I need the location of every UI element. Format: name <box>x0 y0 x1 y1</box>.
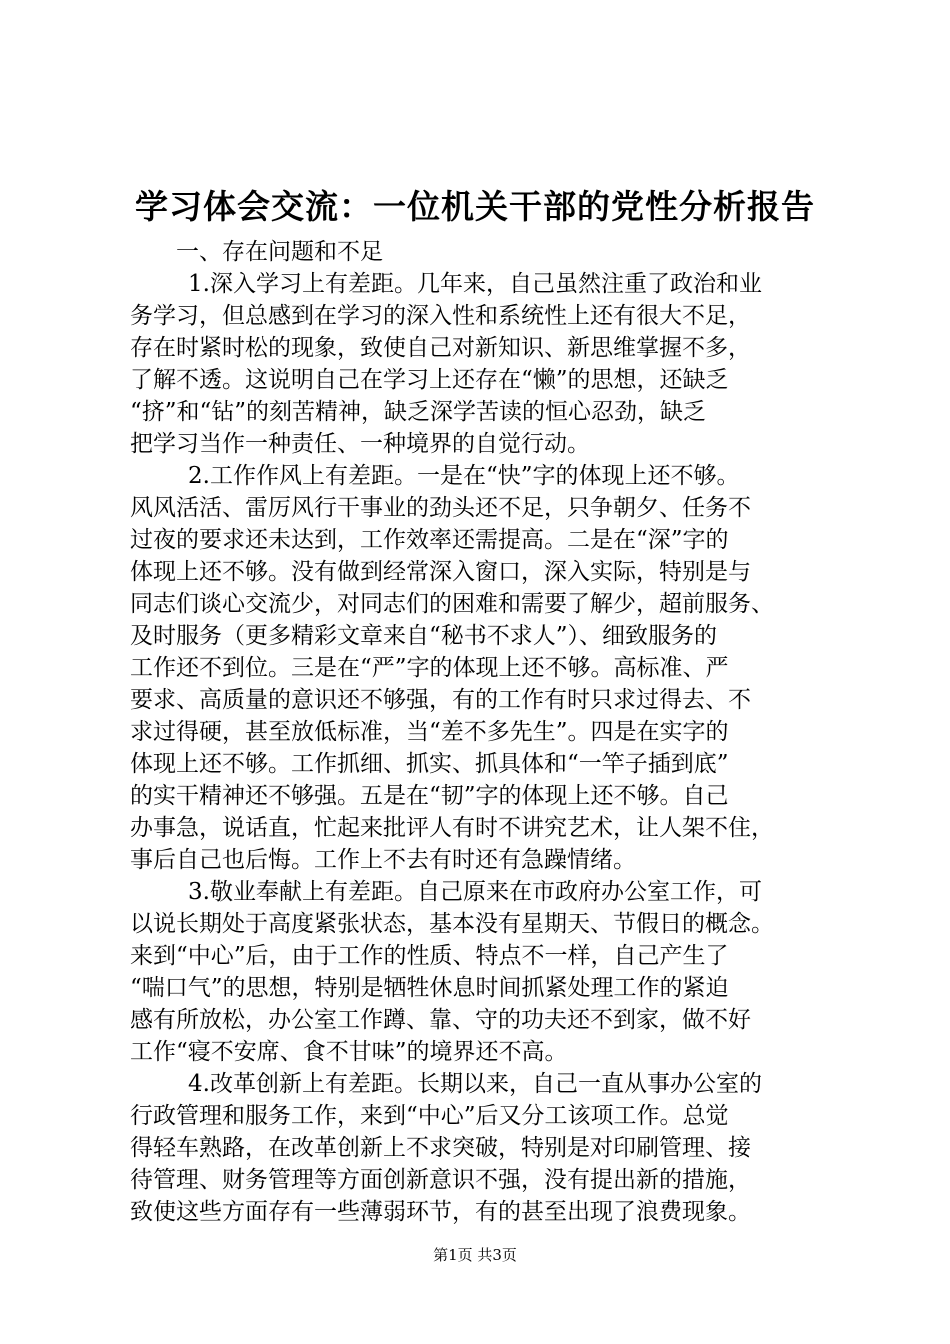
body-text-line: 致使这些方面存有一些薄弱环节，有的甚至出现了浪费现象。 <box>130 1199 751 1225</box>
body-text-line: 风风活活、雷厉风行干事业的劲头还不足，只争朝夕、任务不 <box>130 495 751 521</box>
body-text-line: 事后自己也后悔。工作上不去有时还有急躁情绪。 <box>130 847 636 873</box>
body-text-line: 同志们谈心交流少，对同志们的困难和需要了解少，超前服务、 <box>130 591 774 617</box>
document-title: 学习体会交流：一位机关干部的党性分析报告 <box>135 187 815 226</box>
body-text-line: 工作“寝不安席、食不甘味”的境界还不高。 <box>130 1039 568 1065</box>
body-text-line: 感有所放松，办公室工作蹲、靠、守的功夫还不到家，做不好 <box>130 1007 751 1033</box>
body-text-line: 体现上还不够。没有做到经常深入窗口，深入实际，特别是与 <box>130 559 751 585</box>
body-text-line: 把学习当作一种责任、一种境界的自觉行动。 <box>130 431 590 457</box>
body-text-line: “喘口气”的思想，特别是牺牲休息时间抓紧处理工作的紧迫 <box>130 975 729 1001</box>
body-text-line: 办事急，说话直，忙起来批评人有时不讲究艺术，让人架不住， <box>130 815 774 841</box>
body-text-line: 1.深入学习上有差距。几年来，自己虽然注重了政治和业 <box>188 271 762 297</box>
body-text-line: 体现上还不够。工作抓细、抓实、抓具体和“一竿子插到底” <box>130 751 729 777</box>
body-text-line: 要求、高质量的意识还不够强，有的工作有时只求过得去、不 <box>130 687 751 713</box>
body-text-line: 工作还不到位。三是在“严”字的体现上还不够。高标准、严 <box>130 655 729 681</box>
body-text-line: 来到“中心”后，由于工作的性质、特点不一样，自己产生了 <box>130 943 729 969</box>
body-text-line: 2.工作作风上有差距。一是在“快”字的体现上还不够。 <box>188 463 740 489</box>
body-text-line: 4.改革创新上有差距。长期以来，自己一直从事办公室的 <box>188 1071 762 1097</box>
body-text-line: “挤”和“钻”的刻苦精神，缺乏深学苦读的恒心忍劲，缺乏 <box>130 399 707 425</box>
body-text-line: 了解不透。这说明自己在学习上还存在“懒”的思想，还缺乏 <box>130 367 729 393</box>
body-text-line: 存在时紧时松的现象，致使自己对新知识、新思维掌握不多， <box>130 335 751 361</box>
body-text-line: 求过得硬，甚至放低标准，当“差不多先生”。四是在实字的 <box>130 719 729 745</box>
body-text-line: 3.敬业奉献上有差距。自己原来在市政府办公室工作，可 <box>188 879 762 905</box>
body-text-line: 行政管理和服务工作，来到“中心”后又分工该项工作。总觉 <box>130 1103 729 1129</box>
body-text-line: 务学习，但总感到在学习的深入性和系统性上还有很大不足， <box>130 303 751 329</box>
page-footer: 第1页 共3页 <box>433 1246 517 1264</box>
body-text-line: 得轻车熟路，在改革创新上不求突破，特别是对印刷管理、接 <box>130 1135 751 1161</box>
document-body <box>130 236 830 1228</box>
body-text-line: 以说长期处于高度紧张状态，基本没有星期天、节假日的概念。 <box>130 911 774 937</box>
body-text-line: 的实干精神还不够强。五是在“韧”字的体现上还不够。自己 <box>130 783 729 809</box>
body-text-line: 及时服务（更多精彩文章来自“秘书不求人”）、细致服务的 <box>130 623 718 649</box>
body-text-line: 一、存在问题和不足 <box>176 239 383 265</box>
body-text-line: 待管理、财务管理等方面创新意识不强，没有提出新的措施， <box>130 1167 751 1193</box>
body-text-line: 过夜的要求还未达到，工作效率还需提高。二是在“深”字的 <box>130 527 729 553</box>
